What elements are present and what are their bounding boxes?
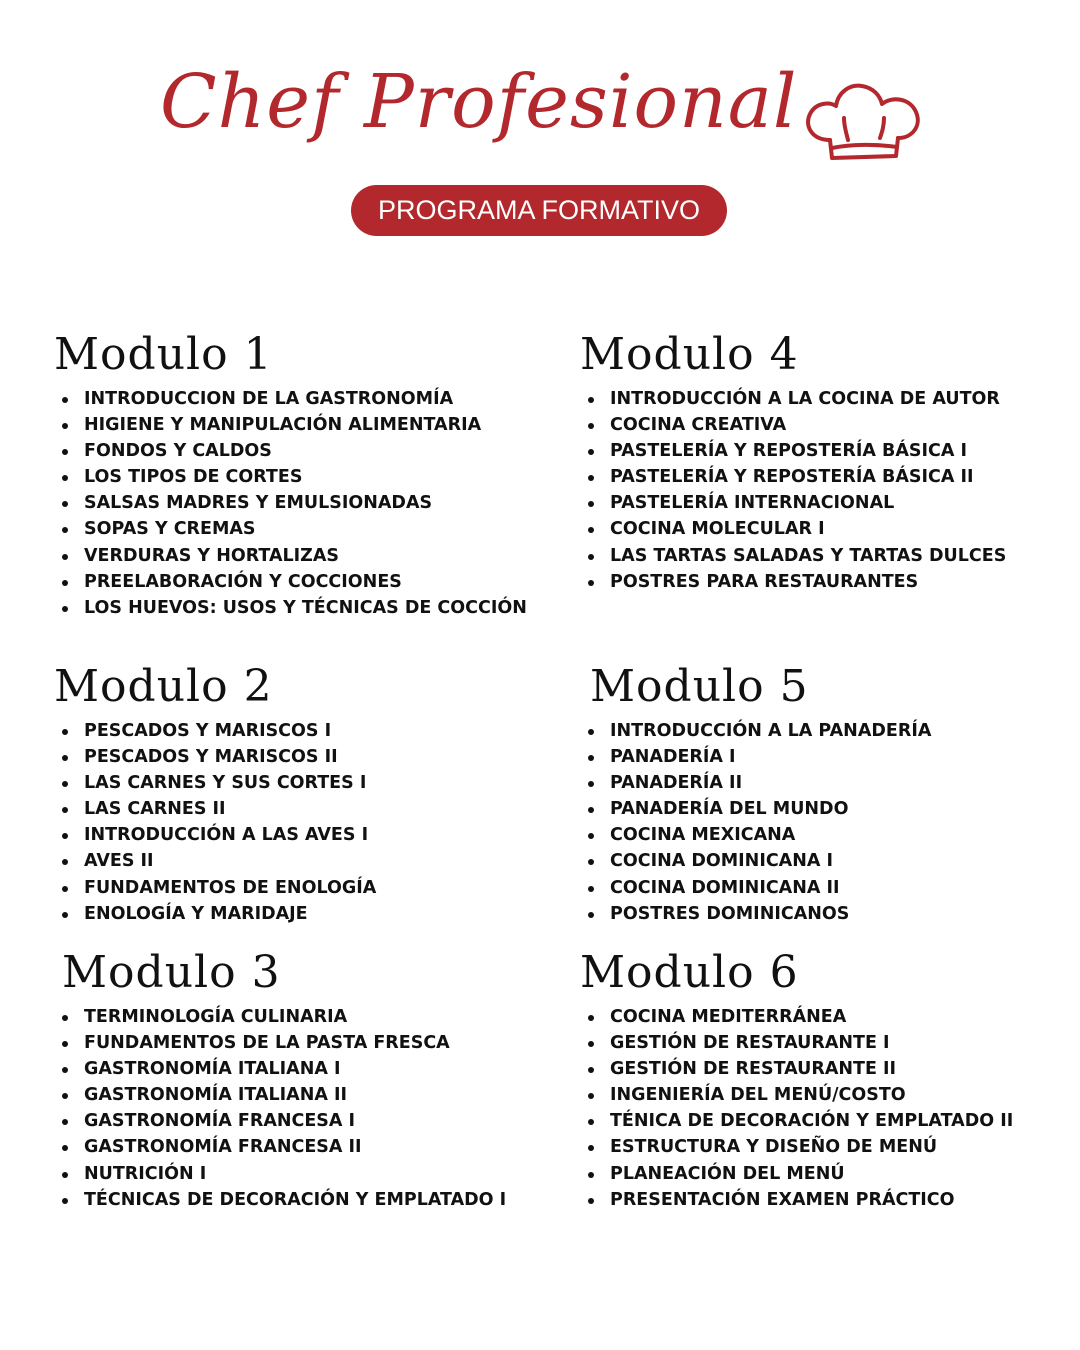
module-title: Modulo 5 [590, 661, 809, 712]
list-item: COCINA MEXICANA [580, 822, 1050, 848]
list-item: LAS CARNES II [54, 796, 524, 822]
list-item: FUNDAMENTOS DE ENOLOGÍA [54, 875, 524, 901]
list-item: ENOLOGÍA Y MARIDAJE [54, 901, 524, 927]
module-5 [580, 662, 1050, 927]
list-item: INTRODUCCIÓN A LAS AVES I [54, 822, 524, 848]
module-topic-list [54, 386, 527, 621]
module-topic-list [580, 386, 1050, 595]
module-title: Modulo 2 [54, 661, 273, 712]
module-title: Modulo 1 [54, 329, 273, 380]
module-2 [54, 662, 524, 927]
module-topic-list [54, 1004, 524, 1213]
list-item: NUTRICIÓN I [54, 1161, 524, 1187]
module-topic-list [54, 718, 524, 927]
list-item: COCINA CREATIVA [580, 412, 1050, 438]
list-item: GESTIÓN DE RESTAURANTE II [580, 1056, 1050, 1082]
list-item: PLANEACIÓN DEL MENÚ [580, 1161, 1050, 1187]
module-title: Modulo 4 [580, 329, 799, 380]
list-item: PRESENTACIÓN EXAMEN PRÁCTICO [580, 1187, 1050, 1213]
module-topic-list [580, 1004, 1050, 1213]
list-item: GASTRONOMÍA FRANCESA II [54, 1134, 524, 1160]
list-item: PASTELERÍA INTERNACIONAL [580, 490, 1050, 516]
header [0, 0, 1080, 250]
list-item: PANADERÍA DEL MUNDO [580, 796, 1050, 822]
list-item: SOPAS Y CREMAS [54, 516, 524, 542]
list-item: PANADERÍA II [580, 770, 1050, 796]
module-3 [54, 948, 524, 1213]
list-item: COCINA MEDITERRÁNEA [580, 1004, 1050, 1030]
chef-hat-icon [800, 78, 924, 174]
module-title: Modulo 6 [580, 947, 799, 998]
list-item: TERMINOLOGÍA CULINARIA [54, 1004, 524, 1030]
module-title: Modulo 3 [62, 947, 281, 998]
module-4 [580, 330, 1050, 595]
list-item: COCINA DOMINICANA II [580, 875, 1050, 901]
list-item: LAS TARTAS SALADAS Y TARTAS DULCES [580, 543, 1050, 569]
program-badge: PROGRAMA FORMATIVO [351, 185, 727, 236]
list-item: HIGIENE Y MANIPULACIÓN ALIMENTARIA [54, 412, 524, 438]
list-item: INGENIERÍA DEL MENÚ/COSTO [580, 1082, 1050, 1108]
list-item: LOS TIPOS DE CORTES [54, 464, 524, 490]
list-item: FONDOS Y CALDOS [54, 438, 524, 464]
list-item: GASTRONOMÍA ITALIANA I [54, 1056, 524, 1082]
list-item: PANADERÍA I [580, 744, 1050, 770]
list-item: PREELABORACIÓN Y COCCIONES [54, 569, 524, 595]
list-item: LAS CARNES Y SUS CORTES I [54, 770, 524, 796]
list-item: VERDURAS Y HORTALIZAS [54, 543, 524, 569]
list-item: INTRODUCCION DE LA GASTRONOMÍA [54, 386, 524, 412]
list-item: TÉCNICAS DE DECORACIÓN Y EMPLATADO I [54, 1187, 524, 1213]
list-item: AVES II [54, 848, 524, 874]
list-item: GESTIÓN DE RESTAURANTE I [580, 1030, 1050, 1056]
list-item: PASTELERÍA Y REPOSTERÍA BÁSICA II [580, 464, 1050, 490]
list-item: SALSAS MADRES Y EMULSIONADAS [54, 490, 524, 516]
list-item: PASTELERÍA Y REPOSTERÍA BÁSICA I [580, 438, 1050, 464]
module-topic-list [580, 718, 1050, 927]
list-item: INTRODUCCIÓN A LA COCINA DE AUTOR [580, 386, 1050, 412]
module-1 [54, 329, 527, 621]
list-item: ESTRUCTURA Y DISEÑO DE MENÚ [580, 1134, 1050, 1160]
list-item: GASTRONOMÍA ITALIANA II [54, 1082, 524, 1108]
list-item: COCINA MOLECULAR I [580, 516, 1050, 542]
list-item: POSTRES PARA RESTAURANTES [580, 569, 1050, 595]
list-item: COCINA DOMINICANA I [580, 848, 1050, 874]
list-item: GASTRONOMÍA FRANCESA I [54, 1108, 524, 1134]
list-item: TÉNICA DE DECORACIÓN Y EMPLATADO II [580, 1108, 1050, 1134]
list-item: PESCADOS Y MARISCOS II [54, 744, 524, 770]
list-item: POSTRES DOMINICANOS [580, 901, 1050, 927]
list-item: PESCADOS Y MARISCOS I [54, 718, 524, 744]
list-item: FUNDAMENTOS DE LA PASTA FRESCA [54, 1030, 524, 1056]
module-6 [580, 948, 1050, 1213]
list-item: LOS HUEVOS: USOS Y TÉCNICAS DE COCCIÓN [54, 595, 524, 621]
page-title: Chef Profesional [160, 59, 798, 145]
list-item: INTRODUCCIÓN A LA PANADERÍA [580, 718, 1050, 744]
